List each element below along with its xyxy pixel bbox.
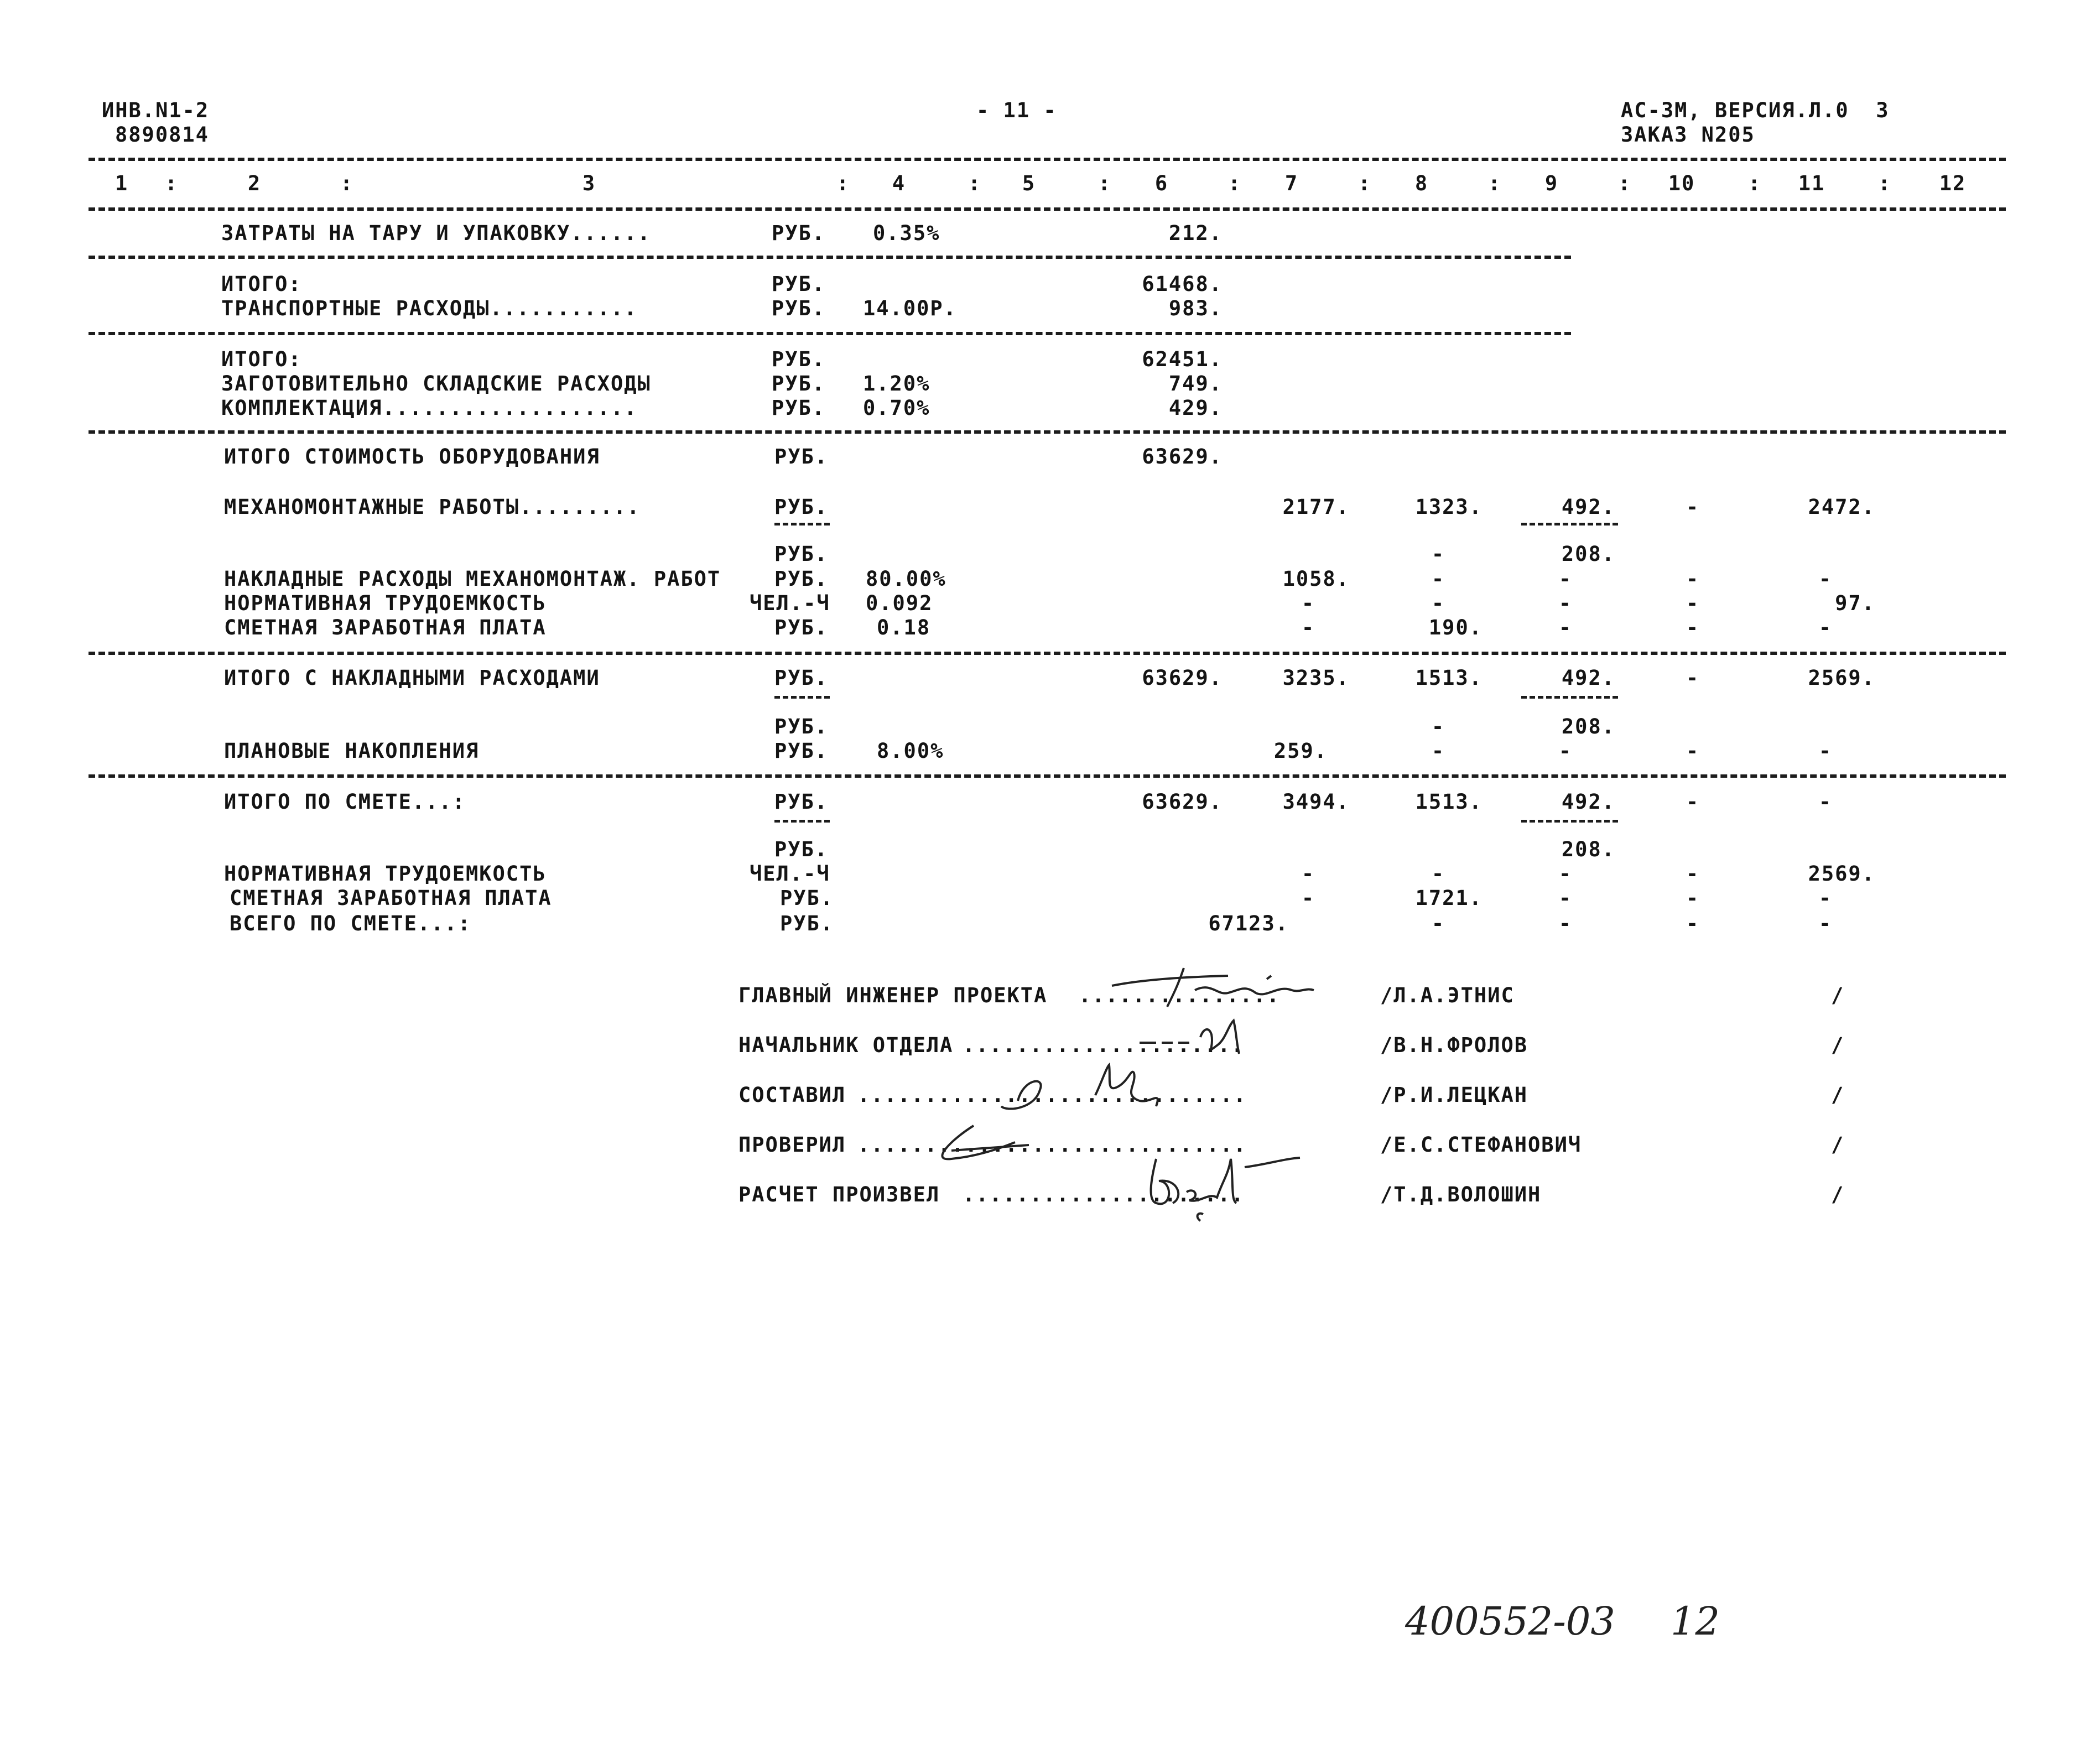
row-c9: - [1558,739,1573,763]
row-unit: РУБ. [772,396,826,420]
row-unit: РУБ. [774,790,829,814]
row-unit: РУБ. [774,495,829,519]
row-c6: 62451. [1142,347,1223,371]
footer-sheet-number: 12 [1671,1599,1720,1644]
signature-person: /В.Н.ФРОЛОВ [1380,1033,1528,1057]
row-c11: 97. [1835,591,1875,615]
col-10: 10 [1668,171,1695,195]
document-code: 8890814 [115,123,209,147]
col-12: 12 [1939,171,1967,195]
row-name: СМЕТНАЯ ЗАРАБОТНАЯ ПЛАТА [224,616,547,639]
program-version: АС-3М, ВЕРСИЯ.Л.0 3 [1621,98,1890,122]
row-c9: 492. [1561,790,1615,814]
row-c8: - [1431,862,1445,886]
row-c6: 429. [1168,396,1223,420]
row-c8: 1513. [1415,790,1483,814]
row-c6: 61468. [1142,272,1223,296]
row-c7: 3235. [1282,666,1350,690]
col-sep: : [1618,171,1632,195]
row-name: НОРМАТИВНАЯ ТРУДОЕМКОСТЬ [224,591,547,615]
row-c11: - [1818,616,1833,639]
row-c11: 2569. [1808,862,1875,886]
row-unit: РУБ. [774,837,829,861]
row-rate: 8.00% [877,739,944,763]
signature-role: РАСЧЕТ ПРОИЗВЕЛ [738,1183,940,1206]
row-rate: 14.00Р. [863,296,957,320]
row-unit: РУБ. [774,739,829,763]
row-unit: РУБ. [772,221,826,245]
signature-dots: ..................... [963,1183,1245,1206]
row-c7: - [1301,591,1315,615]
row-rule [89,774,2006,778]
row-unit: РУБ. [774,616,829,639]
row-unit: РУБ. [780,912,834,935]
row-c6: 749. [1168,372,1223,396]
col-sep: : [1748,171,1762,195]
row-c8: - [1431,715,1445,738]
row-c9: - [1558,616,1573,639]
row-name: ПЛАНОВЫЕ НАКОПЛЕНИЯ [224,739,480,763]
row-name: ИТОГО ПО СМЕТЕ...: [224,790,466,814]
row-unit: РУБ. [774,715,829,738]
row-c6: 63629. [1142,666,1223,690]
signature-end: / [1831,1083,1845,1107]
value-underline [1521,696,1618,699]
row-c10: - [1686,790,1700,814]
signature-etnis [1101,962,1333,1012]
row-name: КОМПЛЕКТАЦИЯ................... [221,396,638,420]
row-c9: 492. [1561,495,1615,519]
signature-end: / [1831,1033,1845,1057]
row-c11: - [1818,912,1833,935]
signature-dots: ..................... [963,1033,1245,1057]
row-c11: 2472. [1808,495,1875,519]
row-name: ИТОГО: [221,272,302,296]
row-rule [89,430,2006,434]
row-name: СМЕТНАЯ ЗАРАБОТНАЯ ПЛАТА [230,886,552,910]
row-c9: 208. [1561,542,1615,566]
row-c10: - [1686,666,1700,690]
signature-dots: ............... [1079,984,1281,1007]
col-1: 1 [115,171,129,195]
header-bottom-rule [89,207,2006,211]
row-unit: РУБ. [774,542,829,566]
row-name: ИТОГО: [221,347,302,371]
col-sep: : [1488,171,1502,195]
row-c8: 1721. [1415,886,1483,910]
row-c8: - [1431,912,1445,935]
row-c9: - [1558,591,1573,615]
row-name: ИТОГО С НАКЛАДНЫМИ РАСХОДАМИ [224,666,600,690]
row-c10: - [1686,739,1700,763]
col-5: 5 [1022,171,1036,195]
row-name: ИТОГО СТОИМОСТЬ ОБОРУДОВАНИЯ [224,445,600,469]
signature-voloshin [1134,1148,1322,1225]
unit-underline [774,696,830,699]
col-sep: : [1098,171,1112,195]
row-c8: 1513. [1415,666,1483,690]
row-unit: РУБ. [774,445,829,469]
row-unit: РУБ. [772,372,826,396]
row-c7: 259. [1273,739,1328,763]
row-c6: 67123. [1208,912,1289,935]
unit-underline [774,820,830,823]
row-c10: - [1686,912,1700,935]
row-c9: 208. [1561,837,1615,861]
row-c8: - [1431,542,1445,566]
col-sep: : [165,171,179,195]
row-c11: 2569. [1808,666,1875,690]
signature-role: СОСТАВИЛ [738,1083,846,1107]
signature-role: НАЧАЛЬНИК ОТДЕЛА [738,1033,954,1057]
order-number: ЗАКАЗ N205 [1621,123,1755,147]
row-unit: РУБ. [772,347,826,371]
row-unit: ЧЕЛ.-Ч [750,862,830,886]
page-number: - 11 - [976,98,1057,122]
signature-end: / [1831,1133,1845,1157]
row-unit: РУБ. [772,272,826,296]
row-c8: - [1431,591,1445,615]
row-rule [89,652,2006,655]
row-rate: 0.70% [863,396,930,420]
col-sep: : [1228,171,1242,195]
row-unit: РУБ. [774,567,829,591]
col-sep: : [836,171,850,195]
row-c9: 492. [1561,666,1615,690]
unit-underline [774,523,830,525]
header-top-rule [89,158,2006,161]
row-c7: - [1301,886,1315,910]
inventory-number: ИНВ.N1-2 [102,98,210,122]
row-c7: 3494. [1282,790,1350,814]
row-rate: 0.18 [877,616,931,639]
signature-stefanovich [918,1117,1062,1173]
row-rate: 0.35% [873,221,940,245]
row-c6: 63629. [1142,445,1223,469]
col-11: 11 [1798,171,1825,195]
signature-person: /Р.И.ЛЕЦКАН [1380,1083,1528,1107]
row-c10: - [1686,591,1700,615]
signature-person: /Е.С.СТЕФАНОВИЧ [1380,1133,1582,1157]
row-unit: ЧЕЛ.-Ч [750,591,830,615]
row-c10: - [1686,862,1700,886]
row-c8: 1323. [1415,495,1483,519]
row-rule [89,256,1571,259]
col-2: 2 [247,171,262,195]
signature-role: ГЛАВНЫЙ ИНЖЕНЕР ПРОЕКТА [738,984,1048,1007]
row-name: ВСЕГО ПО СМЕТЕ...: [230,912,471,935]
col-4: 4 [892,171,906,195]
footer-doc-number: 400552-03 [1405,1599,1615,1644]
row-c7: 2177. [1282,495,1350,519]
row-c7: 1058. [1282,567,1350,591]
signature-dots: ............................. [857,1133,1247,1157]
row-c9: - [1558,886,1573,910]
row-name: ЗАГОТОВИТЕЛЬНО СКЛАДСКИЕ РАСХОДЫ [221,372,651,396]
row-name: НОРМАТИВНАЯ ТРУДОЕМКОСТЬ [224,862,547,886]
value-underline [1521,820,1618,823]
row-c8: 190. [1428,616,1483,639]
signature-letskan [985,1057,1184,1123]
row-unit: РУБ. [774,666,829,690]
value-underline [1521,523,1618,525]
row-c11: - [1818,886,1833,910]
row-c6: 63629. [1142,790,1223,814]
row-c11: - [1818,739,1833,763]
col-6: 6 [1154,171,1169,195]
signature-role: ПРОВЕРИЛ [738,1133,846,1157]
row-c8: - [1431,739,1445,763]
col-sep: : [1878,171,1892,195]
signature-end: / [1831,984,1845,1007]
row-c9: - [1558,862,1573,886]
row-unit: РУБ. [780,886,834,910]
col-9: 9 [1544,171,1559,195]
row-c7: - [1301,862,1315,886]
row-name: НАКЛАДНЫЕ РАСХОДЫ МЕХАНОМОНТАЖ. РАБОТ [224,567,721,591]
signature-end: / [1831,1183,1845,1206]
row-rate: 80.00% [866,567,946,591]
row-rate: 0.092 [866,591,933,615]
row-c10: - [1686,886,1700,910]
row-c9: - [1558,567,1573,591]
row-name: ЗАТРАТЫ НА ТАРУ И УПАКОВКУ...... [221,221,651,245]
row-c11: - [1818,567,1833,591]
col-sep: : [340,171,354,195]
row-c9: - [1558,912,1573,935]
row-name: ТРАНСПОРТНЫЕ РАСХОДЫ........... [221,296,638,320]
signature-person: /Л.А.ЭТНИС [1380,984,1515,1007]
signature-person: /Т.Д.ВОЛОШИН [1380,1183,1542,1206]
col-sep: : [968,171,982,195]
row-rule [89,332,1571,335]
row-c7: - [1301,616,1315,639]
row-c9: 208. [1561,715,1615,738]
row-c6: 212. [1168,221,1223,245]
row-c10: - [1686,616,1700,639]
row-name: МЕХАНОМОНТАЖНЫЕ РАБОТЫ......... [224,495,641,519]
row-c11: - [1818,790,1833,814]
signature-dots: ............................. [857,1083,1247,1107]
row-c10: - [1686,495,1700,519]
row-c10: - [1686,567,1700,591]
row-c6: 983. [1168,296,1223,320]
row-c8: - [1431,567,1445,591]
row-unit: РУБ. [772,296,826,320]
col-8: 8 [1414,171,1429,195]
col-3: 3 [582,171,596,195]
row-rate: 1.20% [863,372,930,396]
col-7: 7 [1284,171,1299,195]
col-sep: : [1358,171,1372,195]
